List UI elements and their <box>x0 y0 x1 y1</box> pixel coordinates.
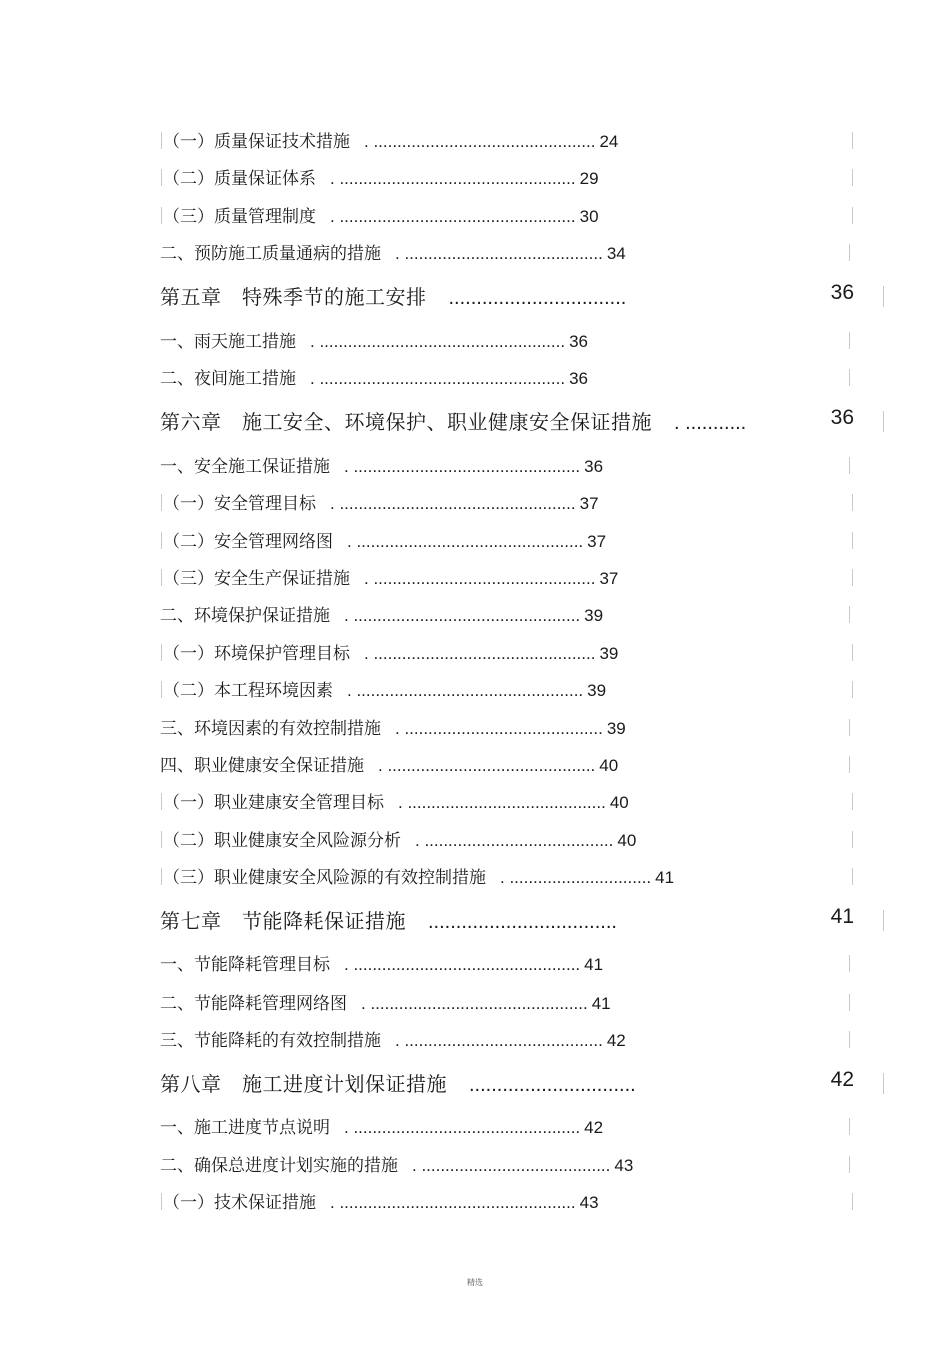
toc-section-entry <box>160 239 860 264</box>
toc-section-entry <box>160 601 860 626</box>
toc-page-number: 24 <box>599 132 619 151</box>
toc-entry-title: （三）质量管理制度 <box>163 207 316 227</box>
toc-page-number: 43 <box>614 1156 634 1175</box>
toc-leader-dots: . ........................................ <box>415 831 614 850</box>
toc-page-number: 36 <box>830 281 854 304</box>
toc-leader-dots: . ................................................ <box>344 606 581 625</box>
toc-leader-dots: . .......................................... <box>398 793 606 812</box>
toc-entry-title: 第八章 施工进度计划保证措施 <box>160 1072 447 1096</box>
toc-entry-title: 第六章 施工安全、环境保护、职业健康安全保证措施 <box>160 410 652 434</box>
toc-leader-dots: . ........... <box>674 412 747 434</box>
toc-entry-title: 一、节能降耗管理目标 <box>160 955 330 975</box>
toc-page-number: 41 <box>655 868 675 887</box>
toc-leader-dots: .............................. <box>469 1074 636 1096</box>
toc-page-number: 39 <box>599 644 619 663</box>
toc-entry-title: （一）环境保护管理目标 <box>163 644 350 664</box>
toc-entry-title: （一）职业建康安全管理目标 <box>163 793 384 813</box>
toc-section-entry <box>160 452 860 477</box>
toc-entry-title: 二、环境保护保证措施 <box>160 606 330 626</box>
toc-page-number: 36 <box>569 332 588 351</box>
toc-page-number: 40 <box>609 793 629 812</box>
toc-leader-dots: . ................................................ <box>344 457 581 476</box>
toc-section-entry <box>160 1113 860 1138</box>
toc-page-number: 30 <box>579 207 599 226</box>
toc-section-entry <box>160 714 860 739</box>
toc-leader-dots: . .............................................. <box>361 994 588 1013</box>
toc-leader-dots: . ................................................ <box>344 1118 581 1137</box>
toc-page-number: 42 <box>584 1118 604 1137</box>
toc-subsection-entry <box>160 527 863 552</box>
toc-page-number: 36 <box>569 369 588 388</box>
toc-entry-title: （一）质量保证技术措施 <box>163 132 350 152</box>
toc-page-number: 36 <box>584 457 604 476</box>
toc-leader-dots: . .......................................... <box>395 244 603 263</box>
toc-chapter-entry <box>160 905 860 934</box>
toc-entry-title: 三、节能降耗的有效控制措施 <box>160 1031 381 1051</box>
toc-leader-dots: . .................................................. <box>330 169 576 188</box>
toc-page-number: 37 <box>599 569 619 588</box>
toc-entry-title: （三）职业健康安全风险源的有效控制措施 <box>163 868 486 888</box>
toc-leader-dots: . .......................................... <box>395 1031 603 1050</box>
toc-page-number: 43 <box>579 1193 599 1212</box>
toc-subsection-entry <box>160 489 863 514</box>
toc-section-entry <box>160 989 860 1014</box>
toc-leader-dots: . ........................................ <box>412 1156 611 1175</box>
toc-section-entry <box>160 1151 860 1176</box>
toc-leader-dots: . .......................................... <box>395 719 603 738</box>
toc-leader-dots: . ................................................ <box>347 681 584 700</box>
toc-subsection-entry <box>160 127 863 152</box>
toc-leader-dots: . .................................................. <box>330 207 576 226</box>
toc-section-entry <box>160 751 860 776</box>
toc-page-number: 40 <box>599 756 619 775</box>
toc-leader-dots: ................................ <box>448 287 627 309</box>
toc-page-number: 41 <box>591 994 611 1013</box>
toc-subsection-entry <box>160 863 863 888</box>
toc-leader-dots: . .................................................... <box>310 332 566 351</box>
toc-page-number: 36 <box>830 406 854 429</box>
toc-page-number: 40 <box>617 831 637 850</box>
toc-leader-dots: . ............................................ <box>378 756 596 775</box>
toc-entry-title: （二）职业健康安全风险源分析 <box>163 831 401 851</box>
toc-leader-dots: . ................................................ <box>347 532 584 551</box>
toc-leader-dots: . .................................................. <box>330 494 576 513</box>
toc-leader-dots: . ............................................... <box>364 644 596 663</box>
toc-leader-dots: .................................. <box>428 911 617 933</box>
toc-subsection-entry <box>160 564 863 589</box>
toc-entry-title: 一、安全施工保证措施 <box>160 457 330 477</box>
toc-entry-title: 第五章 特殊季节的施工安排 <box>160 285 427 309</box>
toc-page-number: 29 <box>579 169 599 188</box>
toc-entry-title: 二、预防施工质量通病的措施 <box>160 244 381 264</box>
toc-subsection-entry <box>160 164 863 189</box>
toc-page-number: 42 <box>830 1068 854 1091</box>
toc-leader-dots: . .................................................... <box>310 369 566 388</box>
toc-chapter-entry <box>160 281 860 310</box>
toc-entry-title: 第七章 节能降耗保证措施 <box>160 909 406 933</box>
toc-entry-title: 四、职业健康安全保证措施 <box>160 756 364 776</box>
toc-entry-title: 三、环境因素的有效控制措施 <box>160 719 381 739</box>
toc-entry-title: （二）本工程环境因素 <box>163 681 333 701</box>
toc-page-number: 39 <box>587 681 607 700</box>
toc-leader-dots: . .................................................. <box>330 1193 576 1212</box>
toc-section-entry <box>160 327 860 352</box>
toc-leader-dots: . ............................................... <box>364 569 596 588</box>
toc-page-number: 41 <box>584 955 604 974</box>
toc-entry-title: 一、施工进度节点说明 <box>160 1118 330 1138</box>
toc-section-entry <box>160 1026 860 1051</box>
toc-page-number: 37 <box>587 532 607 551</box>
toc-chapter-entry <box>160 1068 860 1097</box>
toc-entry-title: （三）安全生产保证措施 <box>163 569 350 589</box>
toc-section-entry <box>160 364 860 389</box>
toc-entry-title: （一）技术保证措施 <box>163 1193 316 1213</box>
toc-entry-title: （一）安全管理目标 <box>163 494 316 514</box>
toc-entry-title: 二、夜间施工措施 <box>160 369 296 389</box>
toc-page-number: 37 <box>579 494 599 513</box>
toc-section-entry <box>160 950 860 975</box>
toc-entry-title: 二、节能降耗管理网络图 <box>160 994 347 1014</box>
toc-subsection-entry <box>160 1188 863 1213</box>
toc-entry-title: （二）质量保证体系 <box>163 169 316 189</box>
toc-entry-title: 二、确保总进度计划实施的措施 <box>160 1156 398 1176</box>
toc-subsection-entry <box>160 639 863 664</box>
footer-label: 精选 <box>467 1278 483 1287</box>
toc-leader-dots: . ............................................... <box>364 132 596 151</box>
toc-subsection-entry <box>160 202 863 227</box>
toc-page-number: 42 <box>606 1031 626 1050</box>
toc-leader-dots: . ................................................ <box>344 955 581 974</box>
toc-subsection-entry <box>160 676 863 701</box>
toc-entry-title: （二）安全管理网络图 <box>163 532 333 552</box>
toc-entry-title: 一、雨天施工措施 <box>160 332 296 352</box>
toc-page-number: 39 <box>606 719 626 738</box>
toc-subsection-entry <box>160 826 863 851</box>
toc-chapter-entry <box>160 406 860 435</box>
toc-subsection-entry <box>160 788 863 813</box>
toc-page-number: 41 <box>830 905 854 928</box>
toc-page-number: 34 <box>606 244 626 263</box>
toc-page-number: 39 <box>584 606 604 625</box>
toc-leader-dots: . .............................. <box>500 868 652 887</box>
